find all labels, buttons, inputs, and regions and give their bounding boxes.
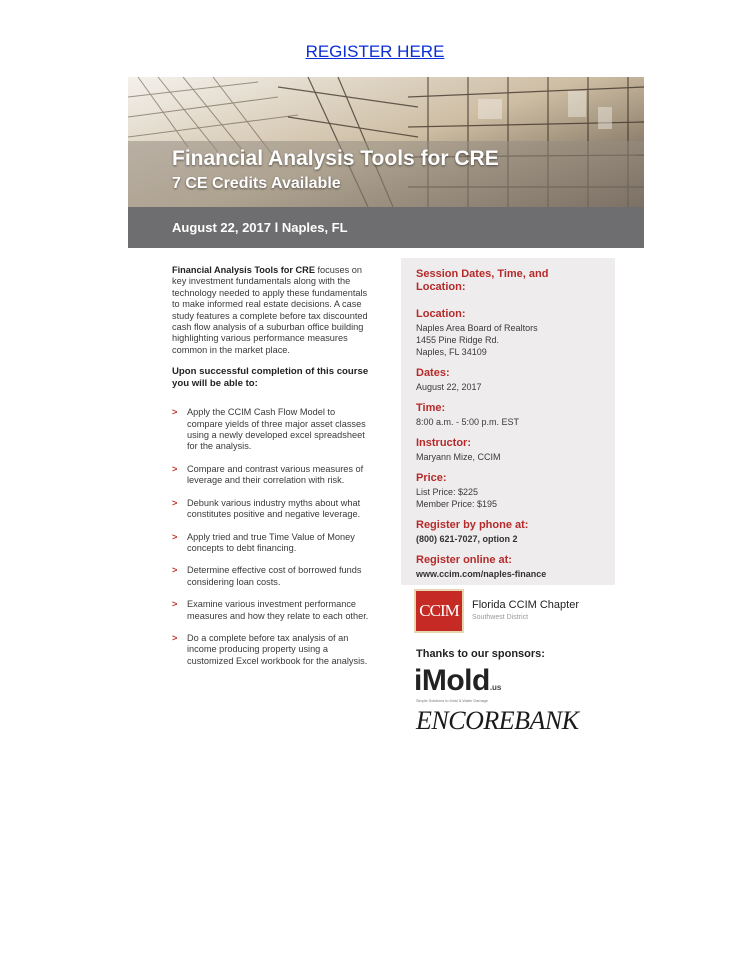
chevron-right-icon: >: [172, 632, 178, 643]
time-label: Time:: [416, 402, 446, 414]
session-info-heading: Session Dates, Time, and Location:: [416, 268, 549, 293]
ccim-logo: CCIM: [414, 589, 464, 633]
registration-url[interactable]: www.ccim.com/naples-finance: [416, 569, 547, 579]
location-line: Naples Area Board of Realtors: [416, 323, 538, 333]
objective-text: Determine effective cost of borrowed funds considering loan costs.: [187, 565, 362, 587]
list-price: List Price: $225: [416, 487, 479, 497]
session-info-box: [401, 258, 615, 585]
banner-title: Financial Analysis Tools for CRE: [172, 147, 499, 170]
imold-suffix: .us: [489, 683, 502, 692]
chevron-right-icon: >: [172, 407, 178, 418]
imold-logo: [414, 664, 501, 702]
phone-value[interactable]: (800) 621-7027, option 2: [416, 534, 518, 544]
online-section: [416, 554, 600, 580]
list-item: [172, 599, 372, 622]
learning-objectives-heading: Upon successful completion of this course you will be able to:: [172, 366, 369, 390]
location-section: [416, 308, 600, 358]
objective-text: Do a complete before tax analysis of an income producing property using a customized Excel workbook for the analysis.: [187, 632, 368, 666]
objective-text: Compare and contrast various measures of leverage and their correlation with risk.: [187, 463, 364, 486]
course-intro: [172, 265, 372, 356]
objective-text: Examine various investment performance measures and how they relate to each other.: [187, 599, 369, 621]
banner-date-location: August 22, 2017 l Naples, FL: [172, 220, 348, 235]
price-label: Price:: [416, 472, 447, 484]
sponsors-heading: Thanks to our sponsors:: [416, 648, 545, 660]
objective-text: Debunk various industry myths about what constitutes positive and negative leverage.: [187, 497, 361, 520]
list-item: [172, 532, 372, 555]
location-label: Location:: [416, 308, 466, 320]
list-item: [172, 407, 372, 453]
list-item: [172, 498, 372, 521]
course-description: [172, 265, 372, 678]
register-here-link[interactable]: REGISTER HERE: [305, 42, 445, 61]
chevron-right-icon: >: [172, 599, 178, 610]
chapter-district: Southwest District: [472, 614, 529, 621]
chevron-right-icon: >: [172, 565, 178, 576]
dates-section: [416, 367, 600, 393]
online-label: Register online at:: [416, 554, 512, 566]
list-item: [172, 464, 372, 487]
instructor-value: Maryann Mize, CCIM: [416, 452, 501, 462]
location-line: Naples, FL 34109: [416, 347, 487, 357]
location-line: 1455 Pine Ridge Rd.: [416, 335, 500, 345]
time-value: 8:00 a.m. - 5:00 p.m. EST: [416, 417, 520, 427]
chapter-name: Florida CCIM Chapter: [472, 599, 579, 611]
objective-text: Apply the CCIM Cash Flow Model to compare yields of three major asset classes using a newly developed excel spreadsheet for the analysis.: [187, 407, 366, 452]
chevron-right-icon: >: [172, 497, 178, 508]
instructor-label: Instructor:: [416, 437, 471, 449]
member-price: Member Price: $195: [416, 499, 498, 509]
chevron-right-icon: >: [172, 463, 178, 474]
phone-section: [416, 519, 600, 545]
encore-bank-logo: [416, 706, 579, 736]
imold-tagline: Simple Solutions to Mold & Water Damage: [416, 699, 488, 703]
dates-value: August 22, 2017: [416, 382, 482, 392]
dates-label: Dates:: [416, 367, 450, 379]
imold-name: iMold: [414, 664, 490, 697]
course-intro-text: focuses on key investment fundamentals along with the technology needed to apply these fundamentals to make informed real estate decisions. A case study features a complete before tax discounted cash flow analysis of a suburban office building highlighting various performance measures common in the market place.: [172, 265, 368, 355]
encore-o-mark: O: [465, 706, 484, 735]
course-name: Financial Analysis Tools for CRE: [172, 265, 315, 275]
list-item: [172, 565, 372, 588]
encore-suffix: REBANK: [483, 706, 579, 735]
learning-objectives-list: [172, 407, 372, 667]
instructor-section: [416, 437, 600, 463]
objective-text: Apply tried and true Time Value of Money concepts to debt financing.: [187, 531, 355, 553]
banner-subtitle: 7 CE Credits Available: [172, 175, 341, 192]
ccim-chapter-block: [414, 589, 614, 633]
list-item: [172, 633, 372, 667]
hero-banner: [128, 77, 644, 248]
price-section: [416, 472, 600, 510]
encore-prefix: ENC: [416, 706, 466, 735]
time-section: [416, 402, 600, 428]
chevron-right-icon: >: [172, 531, 178, 542]
phone-label: Register by phone at:: [416, 519, 529, 531]
